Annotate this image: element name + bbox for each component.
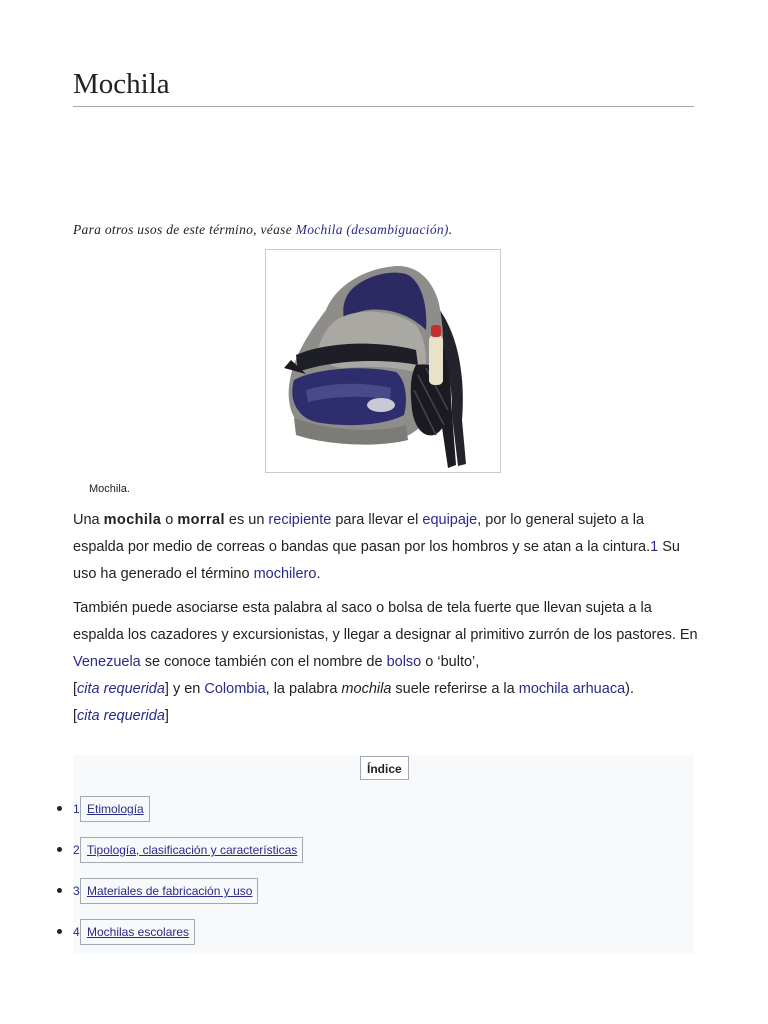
toc-link[interactable]: Materiales de fabricación y uso <box>80 878 258 904</box>
link-venezuela[interactable]: Venezuela <box>73 654 141 670</box>
disambiguation-link[interactable]: Mochila (desambiguación) <box>295 222 449 237</box>
link-mochila-arhuaca[interactable]: mochila arhuaca <box>518 681 626 697</box>
bracket: ] <box>164 681 169 697</box>
citation-needed-link[interactable]: cita requerida <box>77 708 165 724</box>
text-run: Una <box>73 512 104 528</box>
text-run: , por lo general sujeto a la espalda por medio de correas o bandas que pasan por los hombros y se atan a la cintura. <box>73 512 651 555</box>
hatnote <box>73 221 694 239</box>
text-run: Su uso ha generado el término <box>73 539 680 582</box>
text-run: . <box>316 566 321 582</box>
text-run: o <box>161 512 178 528</box>
text-run: para llevar el <box>331 512 423 528</box>
text-run: También puede asociarse esta palabra al saco o bolsa de tela fuerte que llevan sujeta a la espalda los cazadores y excursionistas, y llegar a designar al primitivo zurrón de los pastores. En <box>73 600 698 643</box>
link-recipiente[interactable]: recipiente <box>268 512 332 528</box>
bullet-icon <box>57 847 62 852</box>
bracket: [ <box>73 681 78 697</box>
link-mochilero[interactable]: mochilero <box>253 566 317 582</box>
toc-number[interactable]: 4 <box>73 925 80 939</box>
toc-link[interactable]: Etimología <box>80 796 150 822</box>
toc-link[interactable]: Tipología, clasificación y características <box>80 837 303 863</box>
text-run: ). <box>625 681 634 697</box>
bracket: ] <box>164 708 169 724</box>
text-run: y en <box>168 681 205 697</box>
image-caption: Mochila. <box>89 483 130 495</box>
bracket: [ <box>73 708 78 724</box>
link-bolso[interactable]: bolso <box>386 654 422 670</box>
text-run: , la palabra <box>265 681 342 697</box>
backpack-illustration <box>266 250 500 472</box>
hatnote-text: Para otros usos de este término, véase <box>73 222 296 237</box>
reference-link[interactable]: 1 <box>650 539 659 555</box>
bold-term: morral <box>177 512 225 528</box>
bold-term: mochila <box>103 512 162 528</box>
toc-link[interactable]: Mochilas escolares <box>80 919 195 945</box>
toc-number[interactable]: 2 <box>73 843 80 857</box>
hatnote-period: . <box>448 222 453 237</box>
second-paragraph <box>73 595 698 730</box>
backpack-image[interactable] <box>265 249 501 473</box>
toc-title: Índice <box>360 756 409 780</box>
text-run: se conoce también con el nombre de <box>140 654 387 670</box>
link-colombia[interactable]: Colombia <box>204 681 266 697</box>
citation-needed-link[interactable]: cita requerida <box>77 681 165 697</box>
text-run: es un <box>224 512 269 528</box>
toc-number[interactable]: 3 <box>73 884 80 898</box>
link-equipaje[interactable]: equipaje <box>422 512 478 528</box>
italic-term: mochila <box>341 681 392 697</box>
table-of-contents <box>73 755 694 954</box>
text-run: o ‘bulto’, <box>421 654 480 670</box>
intro-paragraph <box>73 507 698 588</box>
bullet-icon <box>57 929 62 934</box>
page-title: Mochila <box>73 66 694 107</box>
text-run: suele referirse a la <box>391 681 519 697</box>
bullet-icon <box>57 888 62 893</box>
toc-number[interactable]: 1 <box>73 802 80 816</box>
bullet-icon <box>57 806 62 811</box>
